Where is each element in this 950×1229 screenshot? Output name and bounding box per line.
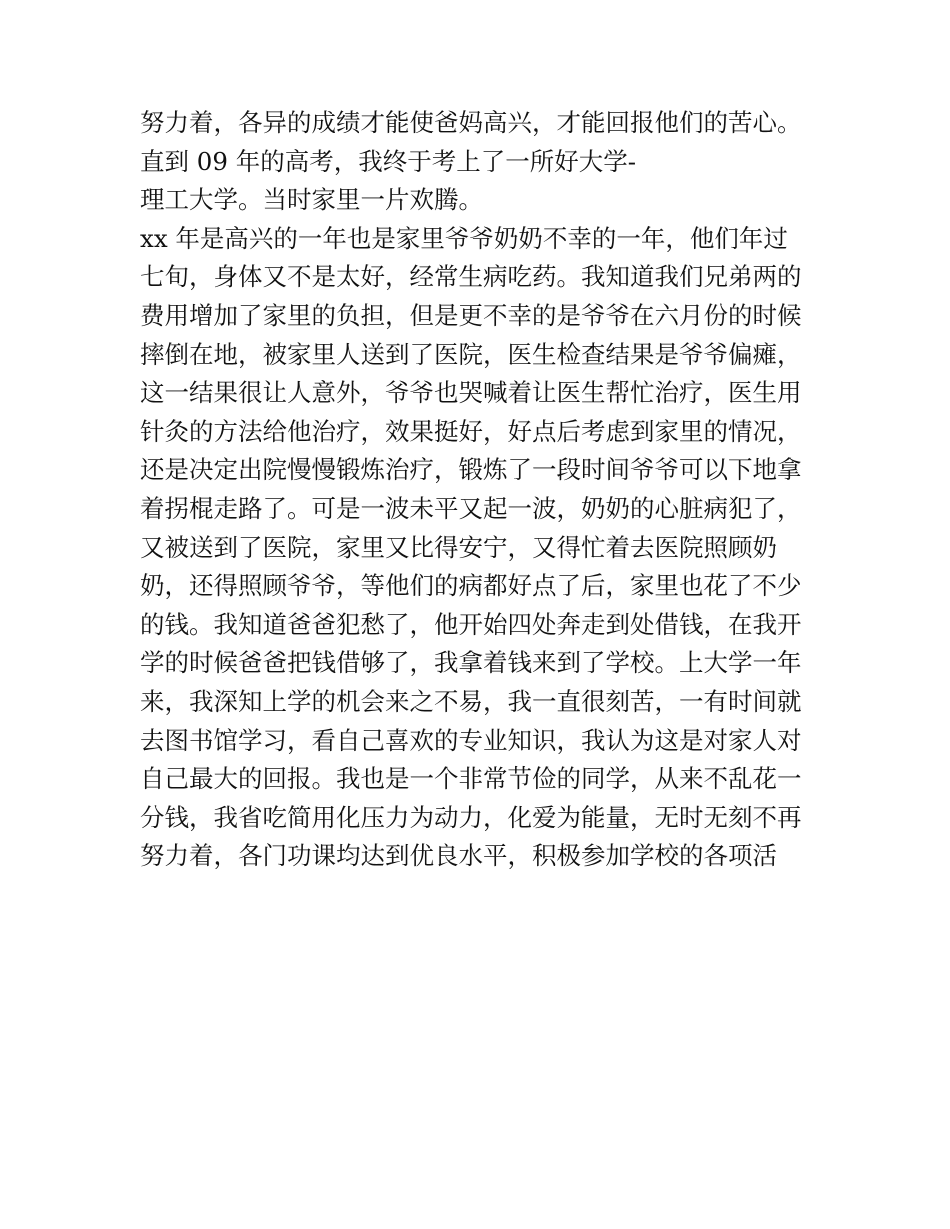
text-line: 学的时候爸爸把钱借够了，我拿着钱来到了学校。上大学一年 bbox=[140, 648, 802, 678]
text-line: 理工大学。当时家里一片欢腾。 bbox=[140, 185, 483, 215]
text-line: xx 年是高兴的一年也是家里爷爷奶奶不幸的一年，他们年过 bbox=[140, 223, 788, 253]
text-line: 分钱，我省吃简用化压力为动力，化爱为能量，无时无刻不再 bbox=[140, 802, 802, 832]
text-line: 摔倒在地，被家里人送到了医院，医生检查结果是爷爷偏瘫， bbox=[140, 339, 802, 369]
text-line: 这一结果很让人意外，爷爷也哭喊着让医生帮忙治疗，医生用 bbox=[140, 378, 802, 408]
text-line: 努力着，各门功课均达到优良水平，积极参加学校的各项活 bbox=[140, 841, 777, 871]
text-line: 针灸的方法给他治疗，效果挺好，好点后考虑到家里的情况， bbox=[140, 416, 802, 446]
text-line: 还是决定出院慢慢锻炼治疗，锻炼了一段时间爷爷可以下地拿 bbox=[140, 455, 802, 485]
text-line: 奶，还得照顾爷爷，等他们的病都好点了后，家里也花了不少 bbox=[140, 571, 802, 601]
text-line: 着拐棍走路了。可是一波未平又起一波，奶奶的心脏病犯了， bbox=[140, 493, 802, 523]
text-line: 去图书馆学习，看自己喜欢的专业知识，我认为这是对家人对 bbox=[140, 725, 802, 755]
text-line: 又被送到了医院，家里又比得安宁，又得忙着去医院照顾奶 bbox=[140, 532, 777, 562]
text-line: 费用增加了家里的负担，但是更不幸的是爷爷在六月份的时候 bbox=[140, 300, 802, 330]
text-line: 来，我深知上学的机会来之不易，我一直很刻苦，一有时间就 bbox=[140, 686, 802, 716]
text-line: 直到 09 年的高考，我终于考上了一所好大学- bbox=[140, 146, 637, 176]
text-line: 七旬，身体又不是太好，经常生病吃药。我知道我们兄弟两的 bbox=[140, 262, 802, 292]
text-line: 的钱。我知道爸爸犯愁了，他开始四处奔走到处借钱，在我开 bbox=[140, 609, 802, 639]
text-line: 努力着，各异的成绩才能使爸妈高兴，才能回报他们的苦心。 bbox=[140, 108, 802, 137]
text-line: 自己最大的回报。我也是一个非常节俭的同学，从来不乱花一 bbox=[140, 764, 802, 794]
body-text bbox=[140, 104, 820, 876]
